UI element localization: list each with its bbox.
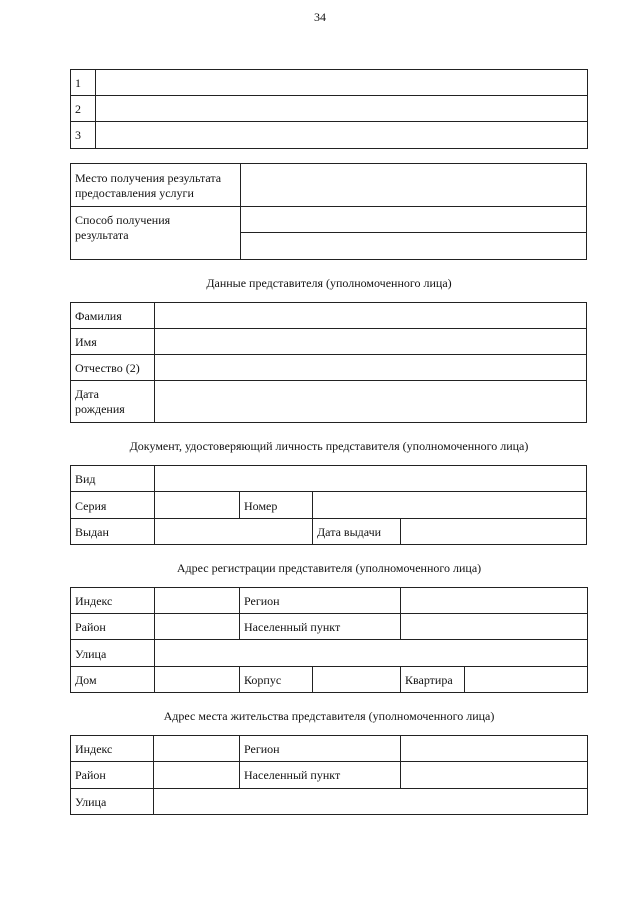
reg-street-value-cell[interactable] <box>154 639 588 667</box>
res-street-value-cell[interactable] <box>153 788 588 815</box>
res-region-value-cell[interactable] <box>400 735 588 762</box>
place-label-line2: предоставления услуги <box>75 186 194 200</box>
series-value-cell[interactable] <box>154 491 240 519</box>
reg-street-label: Улица <box>75 647 107 661</box>
res-index-value-cell[interactable] <box>153 735 240 762</box>
place-value-cell[interactable] <box>240 163 587 207</box>
reg-apartment-value-cell[interactable] <box>464 666 588 693</box>
method-value-cell-2[interactable] <box>240 232 587 260</box>
res-index-label: Индекс <box>75 742 113 756</box>
reg-apartment-label: Квартира <box>405 673 453 687</box>
reg-locality-value-cell[interactable] <box>400 613 588 640</box>
reg-index-label: Индекс <box>75 594 113 608</box>
id-document-heading: Документ, удостоверяющий личность представителя (уполномоченного лица) <box>129 439 529 453</box>
patronymic-value-cell[interactable] <box>154 354 587 381</box>
page-number: 34 <box>314 10 326 24</box>
issued-label: Выдан <box>75 525 109 539</box>
place-label-line1: Место получения результата <box>75 171 222 185</box>
res-street-label: Улица <box>75 795 107 809</box>
row-1-number: 1 <box>75 76 81 90</box>
row-3-value-cell[interactable] <box>95 121 588 149</box>
number-value-cell[interactable] <box>312 491 587 519</box>
doc-type-value-cell[interactable] <box>154 465 587 492</box>
doc-type-label: Вид <box>75 472 96 486</box>
row-2-number-cell <box>70 95 96 122</box>
issued-value-cell[interactable] <box>154 518 313 545</box>
reg-building-label: Корпус <box>244 673 282 687</box>
method-value-cell-1[interactable] <box>240 206 587 233</box>
name-value-cell[interactable] <box>154 328 587 355</box>
row-1-number-cell <box>70 69 96 96</box>
res-locality-value-cell[interactable] <box>400 761 588 789</box>
reg-region-value-cell[interactable] <box>400 587 588 614</box>
number-label: Номер <box>244 499 278 513</box>
birth-label-line2: рождения <box>75 402 125 416</box>
reg-index-value-cell[interactable] <box>154 587 240 614</box>
name-label: Имя <box>75 335 97 349</box>
method-label-line2: результата <box>75 228 129 242</box>
res-district-label: Район <box>75 768 106 782</box>
row-2-value-cell[interactable] <box>95 95 588 122</box>
birth-value-cell[interactable] <box>154 380 587 423</box>
res-region-label: Регион <box>244 742 280 756</box>
reg-district-value-cell[interactable] <box>154 613 240 640</box>
reg-region-label: Регион <box>244 594 280 608</box>
series-label: Серия <box>75 499 107 513</box>
registration-address-heading: Адрес регистрации представителя (уполномоченного лица) <box>176 561 482 575</box>
surname-label: Фамилия <box>75 309 122 323</box>
reg-house-label: Дом <box>75 673 97 687</box>
birth-label-line1: Дата <box>75 387 99 401</box>
patronymic-label: Отчество (2) <box>75 361 140 375</box>
representative-heading: Данные представителя (уполномоченного лица) <box>206 276 452 290</box>
row-1-value-cell[interactable] <box>95 69 588 96</box>
reg-locality-label: Населенный пункт <box>244 620 341 634</box>
issue-date-label: Дата выдачи <box>317 525 382 539</box>
reg-house-value-cell[interactable] <box>154 666 240 693</box>
reg-district-label: Район <box>75 620 106 634</box>
res-district-value-cell[interactable] <box>153 761 240 789</box>
row-2-number: 2 <box>75 102 81 116</box>
row-3-number-cell <box>70 121 96 149</box>
res-locality-label: Населенный пункт <box>244 768 341 782</box>
residence-address-heading: Адрес места жительства представителя (уполномоченного лица) <box>163 709 495 723</box>
row-3-number: 3 <box>75 128 81 142</box>
reg-building-value-cell[interactable] <box>312 666 401 693</box>
issue-date-value-cell[interactable] <box>400 518 587 545</box>
method-label-line1: Способ получения <box>75 213 171 227</box>
surname-value-cell[interactable] <box>154 302 587 329</box>
